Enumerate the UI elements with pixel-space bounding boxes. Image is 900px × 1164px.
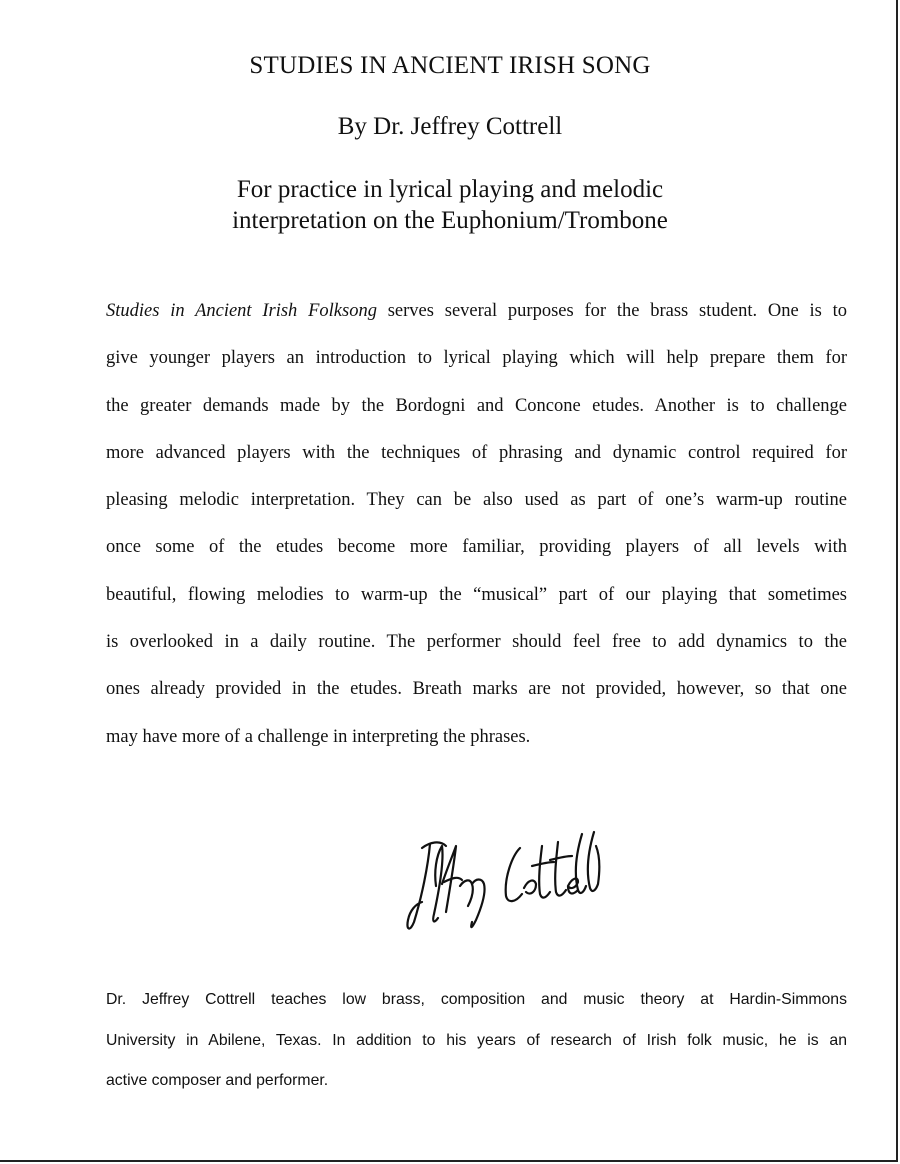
document-title: STUDIES IN ANCIENT IRISH SONG: [249, 52, 651, 79]
bio-line: active composer and performer.: [106, 1072, 329, 1089]
intro-line: may have more of a challenge in interpreting the phrases.: [106, 726, 531, 747]
author-line: By Dr. Jeffrey Cottrell: [337, 113, 563, 140]
handwritten-signature: [400, 826, 610, 938]
intro-line: once some of the etudes become more familiar, providing players of all levels with: [106, 537, 847, 558]
intro-line: Studies in Ancient Irish Folksong serves several purposes for the brass student. One is to: [106, 301, 847, 321]
intro-line: the greater demands made by the Bordogni and Concone etudes. Another is to challenge: [106, 395, 847, 416]
intro-line: beautiful, flowing melodies to warm-up the “musical” part of our playing that sometimes: [106, 584, 847, 605]
intro-line: is overlooked in a daily routine. The performer should feel free to add dynamics to the: [106, 632, 847, 653]
bio-line: Dr. Jeffrey Cottrell teaches low brass, composition and music theory at Hardin-Simmons: [106, 991, 847, 1008]
purpose-line: For practice in lyrical playing and melodic: [236, 176, 664, 203]
intro-line: give younger players an introduction to lyrical playing which will help prepare them for: [106, 348, 847, 369]
work-title-italic: Studies in Ancient Irish Folksong: [106, 301, 377, 321]
intro-line: more advanced players with the techniques of phrasing and dynamic control required for: [106, 442, 847, 463]
author-bio: [106, 980, 847, 1102]
purpose-subtitle: [0, 174, 900, 236]
intro-line: pleasing melodic interpretation. They can be also used as part of one’s warm-up routine: [106, 490, 847, 511]
purpose-line: interpretation on the Euphonium/Trombone: [232, 207, 668, 234]
intro-paragraph: [106, 288, 847, 761]
intro-line: ones already provided in the etudes. Breath marks are not provided, however, so that one: [106, 679, 847, 700]
bio-line: University in Abilene, Texas. In addition to his years of research of Irish folk music, he is an: [106, 1031, 847, 1049]
